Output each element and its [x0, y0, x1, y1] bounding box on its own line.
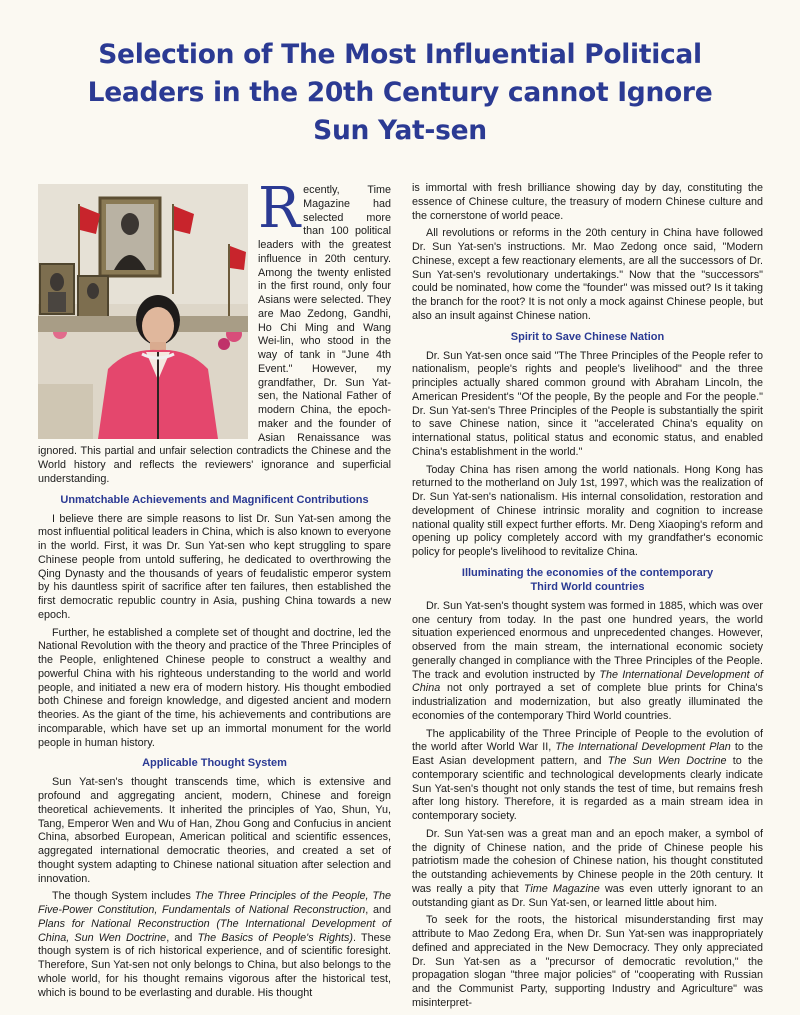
section-heading-thought-system: Applicable Thought System: [142, 757, 287, 770]
paragraph: Sun Yat-sen's thought transcends time, which is extensive and profound and aggregating ancient, modern, Chinese and foreign theoretical achievements. It inherited the principles of Yao, Shun, Yu, Tang, Emperor Wen and Wu of Han, Zhou Gong and Confucius in ancient China, absorbed European, American political and scientific essences, aggregated international democratic theories, and created a set of thought system adapting to Chinese national situation after selection and innovation.: [38, 776, 391, 885]
section-heading-achievements: Unmatchable Achievements and Magnificent Contributions: [60, 493, 369, 506]
paragraph: All revolutions or reforms in the 20th century in China have followed Dr. Sun Yat-sen's instructions. Mr. Mao Zedong once said, "Modern Chinese, except a few reactionary elements, are all the successors of Dr. Sun Yat-sen's revolutionary undertakings." Now that the "successors" could be nominated, how come the "founder" was missed out? Is it taking the branch for the root? It is not only a mock against Chinese people, but also an insult against Chinese nation.: [412, 227, 763, 322]
article-title: [0, 36, 800, 150]
intro-paragraph: ecently, Time Magazine had selected more than 100 political leaders with the greatest influence in 20th century. Among the twenty enlisted in the first round, only four Asians were selected. They are Mao Zedong, Gandhi, Ho Chi Ming and Wang Wei-lin, who stood in the way of tank in "June 4th Event." However, my grandfather, Dr. Sun Yat-sen, the National Father of modern China, the epoch-maker and the founder of Asian Renaissance was ignored. This partial and unfair selection contradicts the Chinese and the World history and reflects the reviewers' ignorance and superficial understanding.: [38, 184, 391, 485]
paragraph: Dr. Sun Yat-sen's thought system was formed in 1885, which was over one century from today. In the past one hundred years, the world situation experienced enormous and unprecedented changes. However, observed from the main stream, the international economic society generally changed in compliance with the Three Principles of the People. The track and evolution instructed by The International Development of China not only portrayed a set of complete blue prints for China's industrialization and modernization, but also greatly illuminated the economies of the contemporary Third World countries.: [412, 599, 763, 722]
paragraph: The though System includes The Three Principles of the People, The Five-Power Constitution, Fundamentals of National Reconstruction, and Plans for National Reconstruction (The International Development of China, Sun Wen Doctrine, and The Basics of People's Rights). These though system is of rich historical experience, and of scientific foresight. Therefore, Sun Yat-sen not only belongs to China, but also belongs to the whole world, for his thought remains vigorous after the historical test, which is bound to be everlasting and durable. His thought: [38, 890, 392, 999]
title-line-2: Leaders in the 20th Century cannot Ignore: [87, 77, 713, 108]
dropcap: R: [258, 176, 301, 241]
portrait-photo: [38, 184, 248, 439]
paragraph: Further, he established a complete set of thought and doctrine, led the National Revolution with the theory and practice of the Three Principles of the People, enlightened Chinese people to construct a wealthy and powerful China with his righteous understanding to the world and world people, and initiated a new era of modern history. His thought embodied both Chinese and foreign knowledge, and digested ancient and modern theories. As the giant of the time, his achievements and contributions are incomparable, which have set up an immortal monument for the world people in human history.: [38, 626, 391, 749]
portrait-illustration: [38, 184, 248, 439]
paragraph: I believe there are simple reasons to list Dr. Sun Yat-sen among the most influential political leaders in China, which is also known to everyone in the world. First, it was Dr. Sun Yat-sen who kept struggling to spare Chinese people from untold suffering, he dedicated to overthrowing the Qing Dynasty and the thousands of years of feudalistic emperor system by his dauntless spirit of sacrifice after ten failures, then established the first democratic republic country in Asia, pushing China towards a new epoch.: [38, 512, 391, 621]
title-line-1: Selection of The Most Influential Political: [98, 39, 702, 70]
paragraph: Dr. Sun Yat-sen once said "The Three Principles of the People refer to nationalism, people's rights and people's livelihood" and the three principles actually shared common ground with Abraham Lincoln, the American President's "Of the people, By the people and For the people." Dr. Sun Yat-sen's Three Principles of the People is substantially the spirit to save Chinese nation, since it "accelerated China's equality on international status, political status and economic status, and enabled China's establishment in the world.": [412, 349, 763, 458]
paragraph: The applicability of the Three Principle of People to the evolution of the world after World War II, The International Development Plan to the East Asian development pattern, and The Sun Wen Doctrine to the contemporary scientific and technological developments clearly indicate Sun Yat-sen's thought not only stands the test of time, but remains fresh after long history. Therefore, it is regarded as a main stream idea in contemporary society.: [412, 727, 764, 822]
section-heading-spirit: Spirit to Save Chinese Nation: [510, 330, 665, 343]
left-column: [38, 176, 392, 1004]
paragraph: is immortal with fresh brilliance showing day by day, constituting the essence of Chinese culture, the treasury of modern Chinese culture and the cornerstone of world peace.: [412, 182, 763, 222]
title-line-3: Sun Yat-sen: [313, 115, 487, 146]
paragraph: Today China has risen among the world nationals. Hong Kong has returned to the motherland on July 1st, 1997, which was the realization of Dr. Sun Yat-sen's nationalism. His internal consolidation, restoration and development of Chinese intrinsic morality and cognition to increase national quality still expect further efforts. Mr. Deng Xiaoping's reform and opening up policy completely accord with my grandfather's economic policy for people's livelihood to revitalize China.: [412, 463, 763, 558]
paragraph: To seek for the roots, the historical misunderstanding first may attribute to Mao Zedong Era, when Dr. Sun Yat-sen was inappropriately defined and appreciated in the New Democracy. They only appreciated Dr. Sun Yat-sen as a "precursor of democratic revolution," the propagation slogan "three major policies" of "cooperating with Russian and the Communist Party, supporting Industry and Agriculture" was misinterpret-: [412, 914, 763, 1009]
section-heading-third-world: Illuminating the economies of the contemporary Third World countries: [461, 566, 714, 593]
paragraph: Dr. Sun Yat-sen was a great man and an epoch maker, a symbol of the dignity of Chinese nation, and the pride of Chinese people his patriotism made the cohesion of Chinese nation, his thought constituted the outstanding achievements by Chinese people in the 20th century. It was really a pity that Time Magazine was even utterly ignorant to an outstanding giant as Dr. Sun Yat-sen, or learned little about him.: [412, 827, 763, 909]
right-column: [412, 182, 763, 1015]
